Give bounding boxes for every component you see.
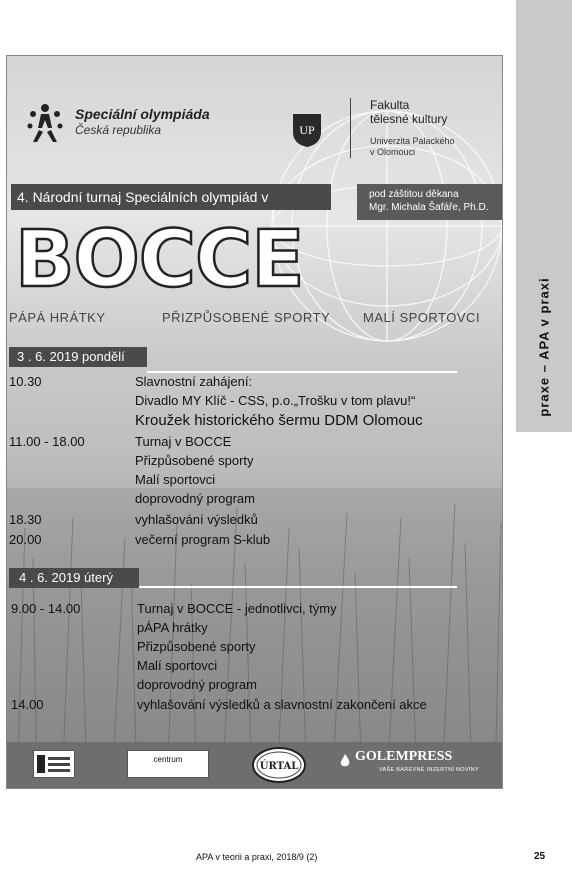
sponsor-logo-1 — [33, 750, 75, 778]
desc: pÁPA hrátky — [137, 620, 208, 635]
golempress-logo: GOLEMPRESS — [355, 749, 453, 764]
so-subtitle: Česká republika — [75, 123, 162, 137]
university-logo — [291, 112, 323, 148]
day2-date: 4 . 6. 2019 úterý — [9, 568, 139, 588]
category-3: MALÍ SPORTOVCI — [363, 310, 481, 325]
day1-divider — [147, 371, 457, 373]
patronage-box — [357, 184, 502, 220]
desc: Slavnostní zahájení: — [135, 374, 253, 389]
desc: Divadlo MY Klíč - CSS, p.o.„Trošku v tom plavu!“ — [135, 393, 416, 408]
time: 18.30 — [9, 512, 42, 527]
sponsor-logo-1-icon — [34, 751, 74, 777]
faculty-name-line2: tělesné kultury — [370, 112, 448, 126]
time: 14.00 — [11, 697, 44, 712]
side-tab-label: praxe – APA v praxi — [536, 277, 552, 417]
golem-flame-icon — [337, 753, 353, 769]
desc: vyhlašování výsledků — [135, 512, 258, 527]
urtal-text: ÚRTAL — [259, 761, 299, 772]
category-2: PŘIZPŮSOBENÉ SPORTY — [162, 310, 331, 325]
journal-citation: APA v teorii a praxi, 2018/9 (2) — [196, 852, 318, 862]
event-poster — [6, 55, 503, 789]
special-olympics-logo — [21, 98, 69, 146]
time: 11.00 - 18.00 — [9, 434, 85, 449]
day1-date: 3 . 6. 2019 pondělí — [9, 347, 147, 367]
desc: doprovodný program — [137, 677, 257, 692]
desc: vyhlašování výsledků a slavnostní zakončení akce — [137, 697, 427, 712]
faculty-name-line1: Fakulta — [370, 98, 410, 112]
logo-divider — [350, 98, 351, 158]
sponsor-logo-centrum — [127, 750, 209, 778]
centrum-text: centrum — [153, 755, 183, 764]
desc: Přizpůsobené sporty — [137, 639, 256, 654]
page-number: 25 — [534, 851, 546, 862]
university-name-line1: Univerzita Palackého — [370, 136, 455, 146]
time: 20.00 — [9, 532, 42, 547]
university-name-line2: v Olomouci — [370, 147, 416, 157]
bocce-text: BOCCE — [15, 216, 304, 296]
desc: Přizpůsobené sporty — [135, 453, 254, 468]
patronage-line2: Mgr. Michala Šafáře, Ph.D. — [369, 202, 489, 213]
tournament-title: 4. Národní turnaj Speciálních olympiád v — [11, 184, 331, 210]
time: 10.30 — [9, 374, 42, 389]
side-tab-label-wrap — [519, 262, 569, 432]
so-title: Speciální olympiáda — [75, 106, 210, 122]
desc: Malí sportovci — [137, 658, 218, 673]
desc: Kroužek historického šermu DDM Olomouc — [135, 412, 423, 429]
bocce-heading — [13, 216, 333, 296]
desc: doprovodný program — [135, 491, 255, 506]
desc: Malí sportovci — [135, 472, 216, 487]
patronage-line1: pod záštitou děkana — [369, 189, 459, 200]
day2-divider — [139, 586, 457, 588]
urtal-logo — [251, 746, 307, 784]
desc: Turnaj v BOCCE - jednotlivci, týmy — [137, 601, 337, 616]
category-1: PÁPÁ HRÁTKY — [9, 310, 106, 325]
time: 9.00 - 14.00 — [11, 601, 81, 616]
desc: večerní program S-klub — [135, 532, 271, 547]
svg-text:UP: UP — [299, 123, 315, 137]
desc: Turnaj v BOCCE — [135, 434, 232, 449]
golempress-tagline: VAŠE BAREVNÉ INZERTNÍ NOVINY — [379, 767, 479, 773]
